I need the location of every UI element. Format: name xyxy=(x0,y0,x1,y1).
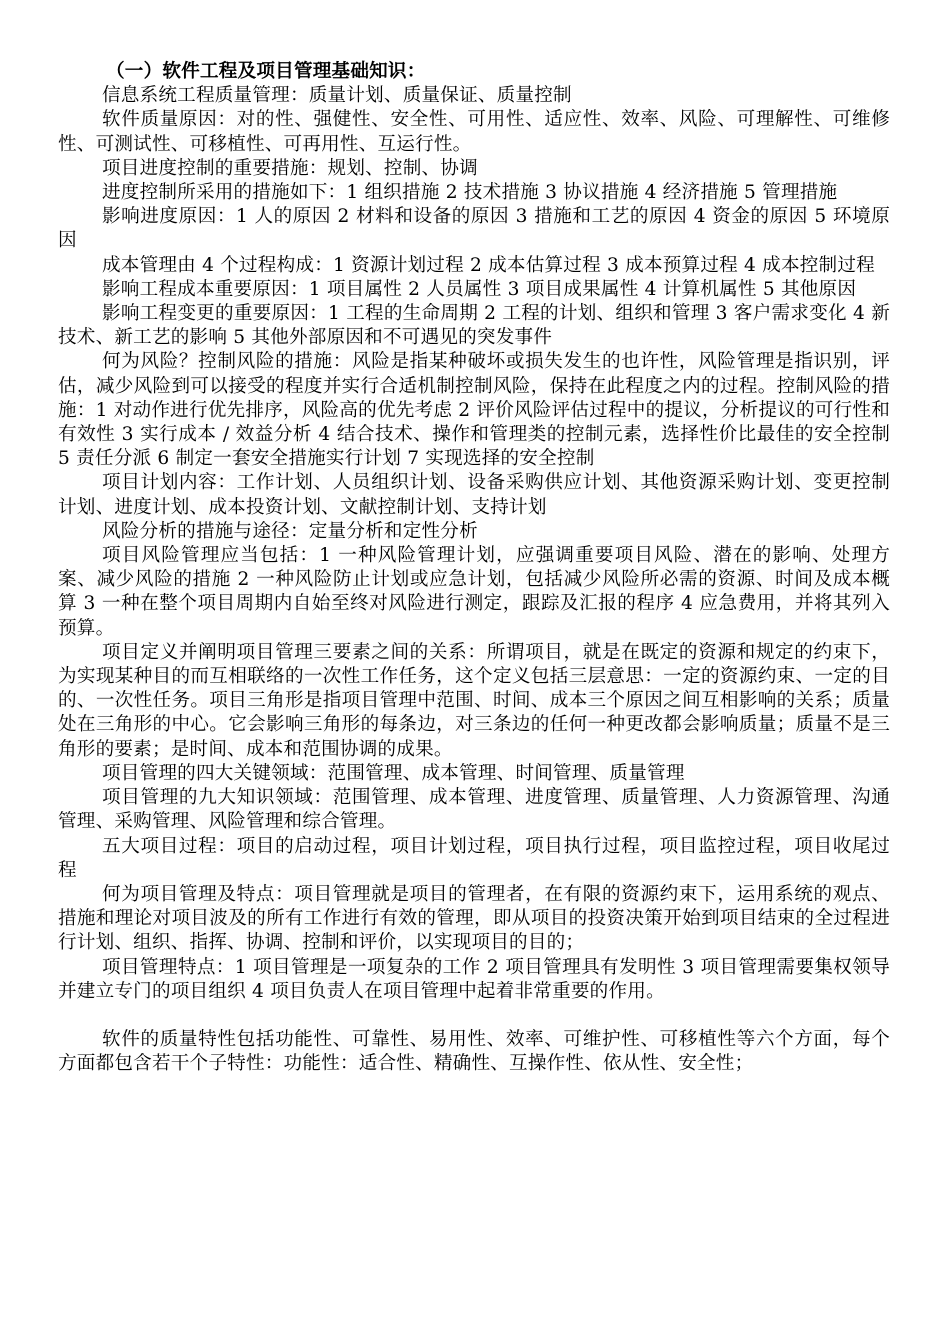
paragraph: 何为项目管理及特点：项目管理就是项目的管理者，在有限的资源约束下，运用系统的观点、措施和理论对项目波及的所有工作进行有效的管理，即从项目的投资决策开始到项目结束的全过程进行计划、组织、指挥、协调、控制和评价，以实现项目的目的； xyxy=(58,883,890,954)
paragraph: 项目管理的九大知识领域：范围管理、成本管理、进度管理、质量管理、人力资源管理、沟通管理、采购管理、风险管理和综合管理。 xyxy=(58,787,890,833)
paragraph: 影响工程成本重要原因：1 项目属性 2 人员属性 3 项目成果属性 4 计算机属性 5 其他原因 xyxy=(102,278,857,300)
paragraph: 何为风险？控制风险的措施：风险是指某种破坏或损失发生的也许性，风险管理是指识别，评估，减少风险到可以接受的程度并实行合适机制控制风险，保持在此程度之内的过程。控制风险的措施：1 对动作进行优先排序，风险高的优先考虑 2 评价风险评估过程中的提议，分析提议的可行性和有效性 3 实行成本 / 效益分析 4 结合技术、操作和管理类的控制元素，选择性价比最佳的安全控制 5 责任分派 6 制定一套安全措施实行计划 7 实现选择的安全控制 xyxy=(58,351,890,470)
paragraph: 风险分析的措施与途径：定量分析和定性分析 xyxy=(102,520,478,542)
blank-line xyxy=(58,1004,890,1028)
paragraph: 影响进度原因：1 人的原因 2 材料和设备的原因 3 措施和工艺的原因 4 资金的原因 5 环境原因 xyxy=(58,206,890,252)
paragraph: 项目管理的四大关键领域：范围管理、成本管理、时间管理、质量管理 xyxy=(102,762,685,784)
paragraph: 信息系统工程质量管理：质量计划、质量保证、质量控制 xyxy=(102,85,572,107)
paragraph: 项目风险管理应当包括：1 一种风险管理计划，应强调重要项目风险、潜在的影响、处理方案、减少风险的措施 2 一种风险防止计划或应急计划，包括减少风险所必需的资源、时间及成本概算 3 一种在整个项目周期内自始至终对风险进行测定，跟踪及汇报的程序 4 应急费用，并将其列入预算。 xyxy=(58,545,890,639)
paragraph: 成本管理由 4 个过程构成：1 资源计划过程 2 成本估算过程 3 成本预算过程 4 成本控制过程 xyxy=(102,254,875,276)
paragraph: 软件质量原因：对的性、强健性、安全性、可用性、适应性、效率、风险、可理解性、可维修性、可测试性、可移植性、可再用性、互运行性。 xyxy=(58,109,890,155)
paragraph: 项目计划内容：工作计划、人员组织计划、设备采购供应计划、其他资源采购计划、变更控制计划、进度计划、成本投资计划、文献控制计划、支持计划 xyxy=(58,472,890,518)
paragraph: 影响工程变更的重要原因：1 工程的生命周期 2 工程的计划、组织和管理 3 客户需求变化 4 新技术、新工艺的影响 5 其他外部原因和不可遇见的突发事件 xyxy=(58,303,890,349)
section-heading: （一）软件工程及项目管理基础知识： xyxy=(106,61,426,82)
document-body xyxy=(58,60,890,1076)
paragraph: 项目进度控制的重要措施：规划、控制、协调 xyxy=(102,157,478,179)
paragraph: 进度控制所采用的措施如下：1 组织措施 2 技术措施 3 协议措施 4 经济措施 5 管理措施 xyxy=(102,182,838,204)
paragraph: 软件的质量特性包括功能性、可靠性、易用性、效率、可维护性、可移植性等六个方面，每个方面都包含若干个子特性：功能性：适合性、精确性、互操作性、依从性、安全性； xyxy=(58,1028,890,1075)
paragraph: 五大项目过程：项目的启动过程，项目计划过程，项目执行过程，项目监控过程，项目收尾过程 xyxy=(58,835,890,881)
paragraph: 项目定义并阐明项目管理三要素之间的关系：所谓项目，就是在既定的资源和规定的约束下，为实现某种目的而互相联络的一次性工作任务，这个定义包括三层意思：一定的资源约束、一定的目的、一次性任务。项目三角形是指项目管理中范围、时间、成本三个原因之间互相影响的关系；质量处在三角形的中心。它会影响三角形的每条边，对三条边的任何一种更改都会影响质量；质量不是三角形的要素；是时间、成本和范围协调的成果。 xyxy=(58,641,890,760)
paragraph: 项目管理特点：1 项目管理是一项复杂的工作 2 项目管理具有发明性 3 项目管理需要集权领导并建立专门的项目组织 4 项目负责人在项目管理中起着非常重要的作用。 xyxy=(58,956,890,1002)
